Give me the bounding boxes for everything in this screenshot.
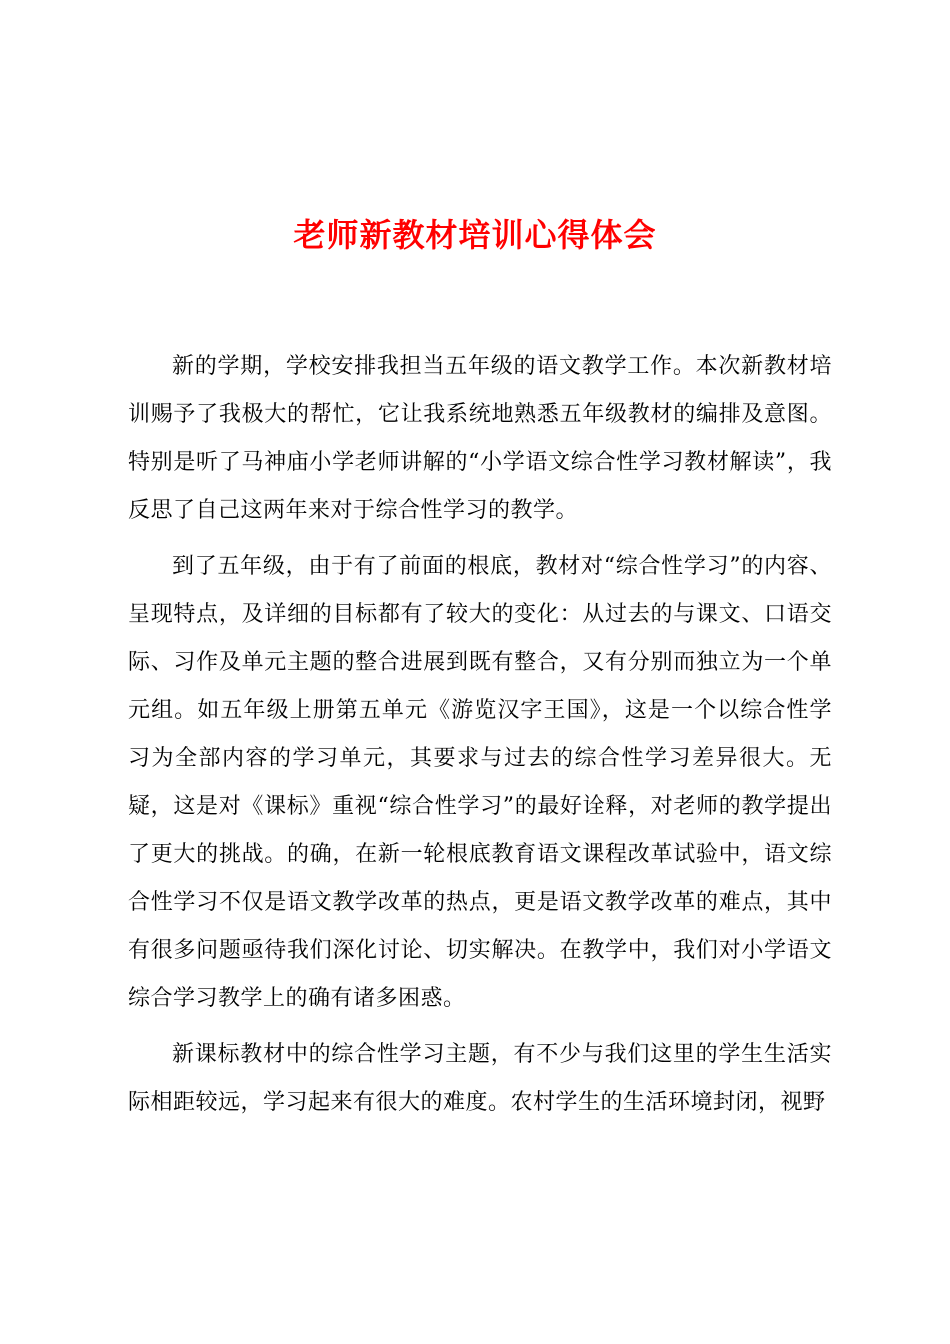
paragraph-2: 到了五年级，由于有了前面的根底，教材对“综合性学习”的内容、呈现特点，及详细的目标都有了较大的变化：从过去的与课文、口语交际、习作及单元主题的整合进展到既有整合，又有分别而独立为一个单元组。如五年级上册第五单元《游览汉字王国》，这是一个以综合性学习为全部内容的学习单元，其要求与过去的综合性学习差异很大。无疑，这是对《课标》重视“综合性学习”的最好诠释，对老师的教学提出了更大的挑战。的确，在新一轮根底教育语文课程改革试验中，语文综合性学习不仅是语文教学改革的热点，更是语文教学改革的难点，其中有很多问题亟待我们深化讨论、切实解决。在教学中，我们对小学语文综合学习教学上的确有诸多困惑。: [128, 554, 832, 1011]
paragraph-1: 新的学期，学校安排我担当五年级的语文教学工作。本次新教材培训赐予了我极大的帮忙，它让我系统地熟悉五年级教材的编排及意图。特别是听了马神庙小学老师讲解的“小学语文综合性学习教材解读”，我反思了自己这两年来对于综合性学习的教学。: [128, 354, 832, 523]
document-body: [128, 343, 832, 1127]
paragraph-3: 新课标教材中的综合性学习主题，有不少与我们这里的学生生活实际相距较远，学习起来有很大的难度。农村学生的生活环境封闭，视野: [128, 1042, 832, 1115]
document-title: 老师新教材培训心得体会: [293, 216, 657, 254]
